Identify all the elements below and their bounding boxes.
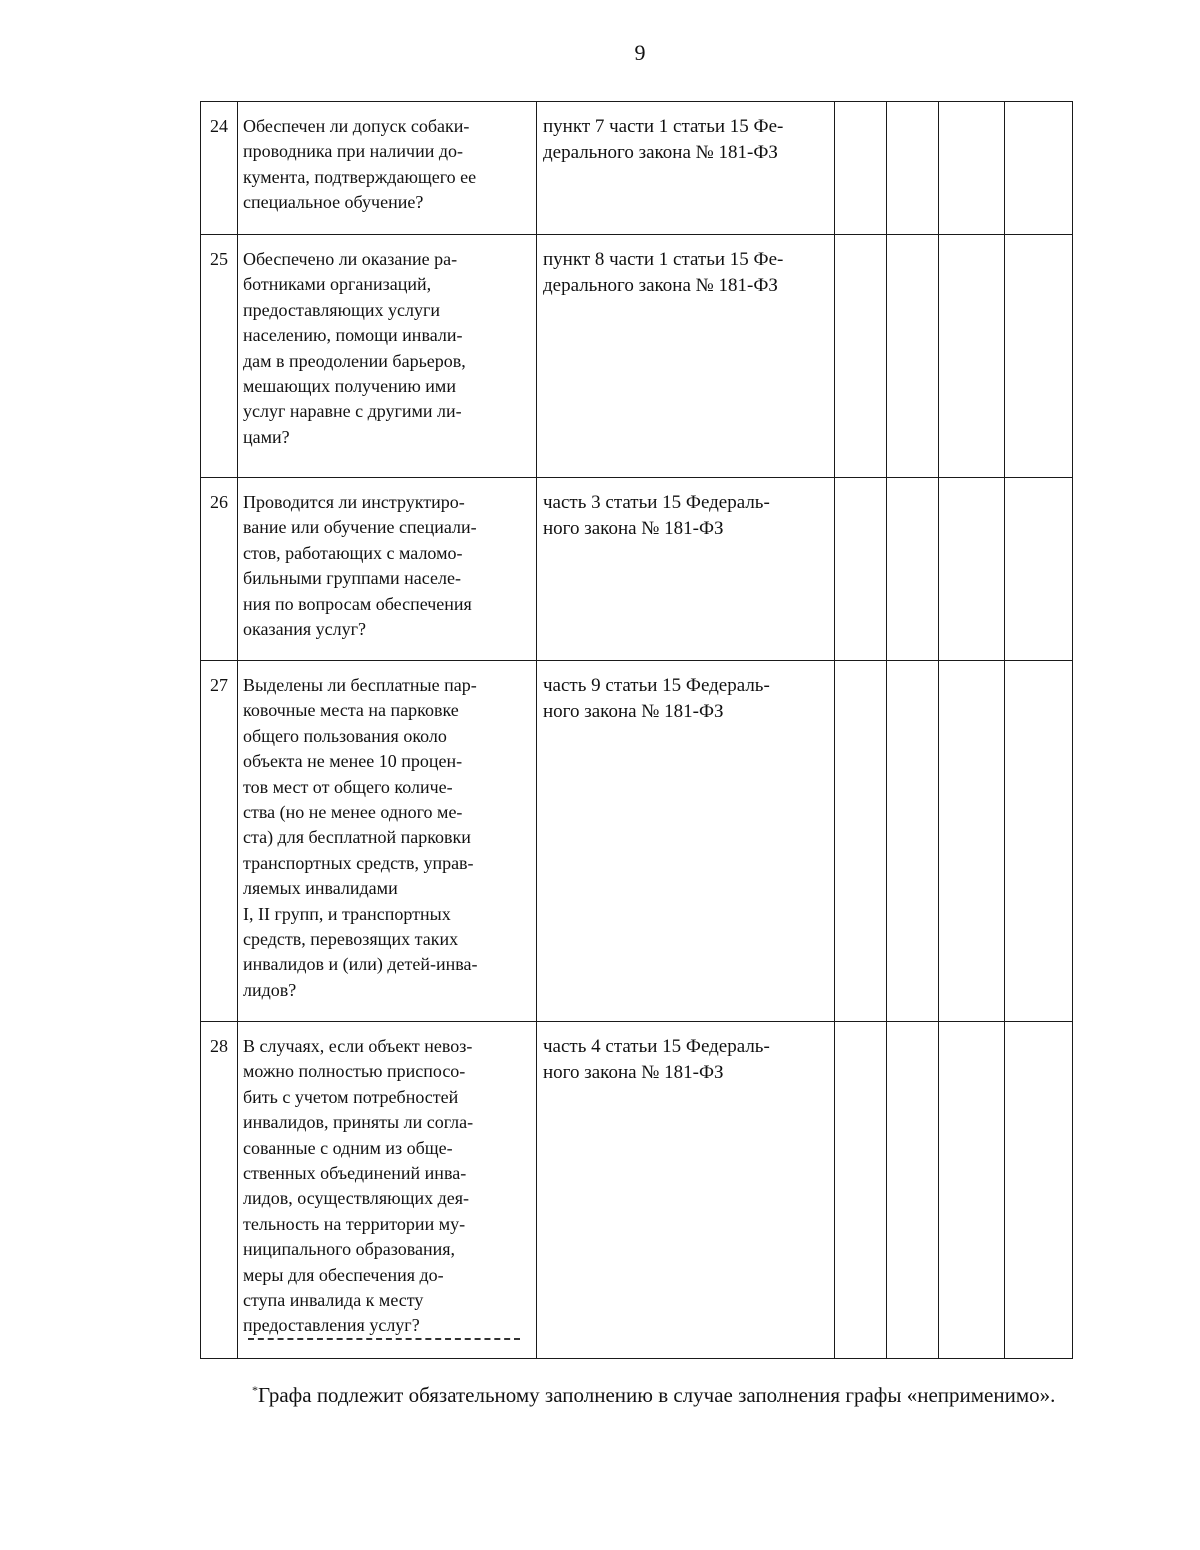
question-line: меры для обеспечения до- bbox=[243, 1264, 444, 1285]
question-line: вание или обучение специали- bbox=[243, 517, 477, 538]
question-line: Обеспечено ли оказание ра- bbox=[243, 249, 458, 269]
question-line: бильными группами населе- bbox=[243, 568, 461, 589]
reference-line: ного закона № 181-ФЗ bbox=[543, 1061, 724, 1083]
answer-yes-cell[interactable] bbox=[835, 478, 887, 661]
question-line: инвалидов, приняты ли согла- bbox=[243, 1112, 474, 1133]
question-line: стов, работающих с маломо- bbox=[243, 542, 463, 563]
page-number: 9 bbox=[634, 40, 646, 65]
question-line: I, II групп, и транспортных bbox=[243, 903, 451, 924]
table-body bbox=[201, 102, 1073, 1359]
question-line: населению, помощи инвали- bbox=[243, 325, 463, 346]
question-line: проводника при наличии до- bbox=[243, 141, 464, 162]
question-line: ковочные места на парковке bbox=[243, 700, 459, 721]
checklist-table bbox=[200, 101, 1073, 1359]
reference-line: часть 3 статьи 15 Федераль- bbox=[543, 492, 770, 513]
question-line: транспортных средств, управ- bbox=[243, 852, 474, 873]
footnote-marker: * bbox=[252, 1383, 258, 1397]
row-number: 24 bbox=[201, 102, 238, 235]
answer-not-applicable-cell[interactable] bbox=[939, 102, 1005, 235]
question-cell bbox=[238, 661, 537, 1022]
question-line: объекта не менее 10 процен- bbox=[243, 751, 463, 772]
reference-line: часть 9 статьи 15 Федераль- bbox=[543, 675, 770, 696]
legal-reference-cell bbox=[537, 661, 835, 1022]
question-line: оказания услуг? bbox=[243, 619, 366, 640]
question-line: тельность на территории му- bbox=[243, 1213, 466, 1234]
footnote bbox=[201, 1376, 1085, 1410]
question-line: Обеспечен ли допуск собаки- bbox=[243, 116, 470, 136]
reference-line: пункт 7 части 1 статьи 15 Фе- bbox=[543, 116, 784, 137]
question-line: предоставляющих услуги bbox=[243, 299, 441, 320]
table-row bbox=[201, 478, 1073, 661]
question-cell bbox=[238, 102, 537, 235]
answer-yes-cell[interactable] bbox=[835, 661, 887, 1022]
question-line: лидов? bbox=[243, 979, 297, 1000]
question-line: средств, перевозящих таких bbox=[243, 929, 459, 950]
question-line: услуг наравне с другими ли- bbox=[243, 401, 462, 422]
question-line: Проводится ли инструктиро- bbox=[243, 492, 465, 512]
note-cell[interactable] bbox=[1005, 102, 1073, 235]
row-number: 25 bbox=[201, 235, 238, 478]
legal-reference-cell bbox=[537, 235, 835, 478]
answer-no-cell[interactable] bbox=[887, 235, 939, 478]
answer-yes-cell[interactable] bbox=[835, 1022, 887, 1359]
question-line: инвалидов и (или) детей-инва- bbox=[243, 954, 478, 975]
question-cell bbox=[238, 235, 537, 478]
table-row bbox=[201, 661, 1073, 1022]
question-line: ста) для бесплатной парковки bbox=[243, 827, 471, 848]
note-cell[interactable] bbox=[1005, 661, 1073, 1022]
answer-not-applicable-cell[interactable] bbox=[939, 1022, 1005, 1359]
question-line: ляемых инвалидами bbox=[243, 878, 398, 899]
table-row bbox=[201, 235, 1073, 478]
question-line: бить с учетом потребностей bbox=[243, 1086, 459, 1107]
table-row bbox=[201, 102, 1073, 235]
reference-line: дерального закона № 181-ФЗ bbox=[543, 141, 778, 163]
question-cell bbox=[238, 478, 537, 661]
note-cell[interactable] bbox=[1005, 235, 1073, 478]
question-line: тов мест от общего количе- bbox=[243, 776, 453, 797]
question-line: ступа инвалида к месту bbox=[243, 1290, 424, 1311]
question-line: ства (но не менее одного ме- bbox=[243, 802, 463, 823]
question-line: сованные с одним из обще- bbox=[243, 1137, 453, 1158]
answer-no-cell[interactable] bbox=[887, 661, 939, 1022]
footnote-text: Графа подлежит обязательному заполнению в случае заполнения графы «неприменимо». bbox=[258, 1383, 1056, 1407]
legal-reference-cell bbox=[537, 102, 835, 235]
reference-line: дерального закона № 181-ФЗ bbox=[543, 274, 778, 296]
row-number: 26 bbox=[201, 478, 238, 661]
answer-no-cell[interactable] bbox=[887, 478, 939, 661]
note-cell[interactable] bbox=[1005, 1022, 1073, 1359]
reference-line: пункт 8 части 1 статьи 15 Фе- bbox=[543, 249, 784, 270]
question-line: лидов, осуществляющих дея- bbox=[243, 1188, 470, 1209]
question-line: ственных объединений инва- bbox=[243, 1163, 467, 1184]
question-line: специальное обучение? bbox=[243, 192, 424, 213]
answer-not-applicable-cell[interactable] bbox=[939, 235, 1005, 478]
question-line: цами? bbox=[243, 426, 290, 447]
row-number: 28 bbox=[201, 1022, 238, 1359]
question-line: дам в преодолении барьеров, bbox=[243, 350, 466, 371]
footnote-separator bbox=[248, 1338, 520, 1340]
question-line: ния по вопросам обеспечения bbox=[243, 593, 472, 614]
reference-line: часть 4 статьи 15 Федераль- bbox=[543, 1036, 770, 1057]
note-cell[interactable] bbox=[1005, 478, 1073, 661]
reference-line: ного закона № 181-ФЗ bbox=[543, 700, 724, 722]
question-line: В случаях, если объект невоз- bbox=[243, 1036, 473, 1056]
table-row bbox=[201, 1022, 1073, 1359]
question-line: кумента, подтверждающего ее bbox=[243, 166, 477, 187]
answer-not-applicable-cell[interactable] bbox=[939, 661, 1005, 1022]
answer-no-cell[interactable] bbox=[887, 102, 939, 235]
question-cell bbox=[238, 1022, 537, 1359]
question-line: общего пользования около bbox=[243, 725, 447, 746]
answer-no-cell[interactable] bbox=[887, 1022, 939, 1359]
question-line: мешающих получению ими bbox=[243, 376, 456, 397]
answer-yes-cell[interactable] bbox=[835, 102, 887, 235]
answer-not-applicable-cell[interactable] bbox=[939, 478, 1005, 661]
question-line: Выделены ли бесплатные пар- bbox=[243, 675, 477, 695]
question-line: ботниками организаций, bbox=[243, 274, 432, 295]
legal-reference-cell bbox=[537, 478, 835, 661]
question-line: можно полностью приспосо- bbox=[243, 1061, 466, 1082]
question-line: предоставления услуг? bbox=[243, 1315, 420, 1336]
row-number: 27 bbox=[201, 661, 238, 1022]
answer-yes-cell[interactable] bbox=[835, 235, 887, 478]
question-line: ниципального образования, bbox=[243, 1239, 456, 1260]
reference-line: ного закона № 181-ФЗ bbox=[543, 517, 724, 539]
legal-reference-cell bbox=[537, 1022, 835, 1359]
